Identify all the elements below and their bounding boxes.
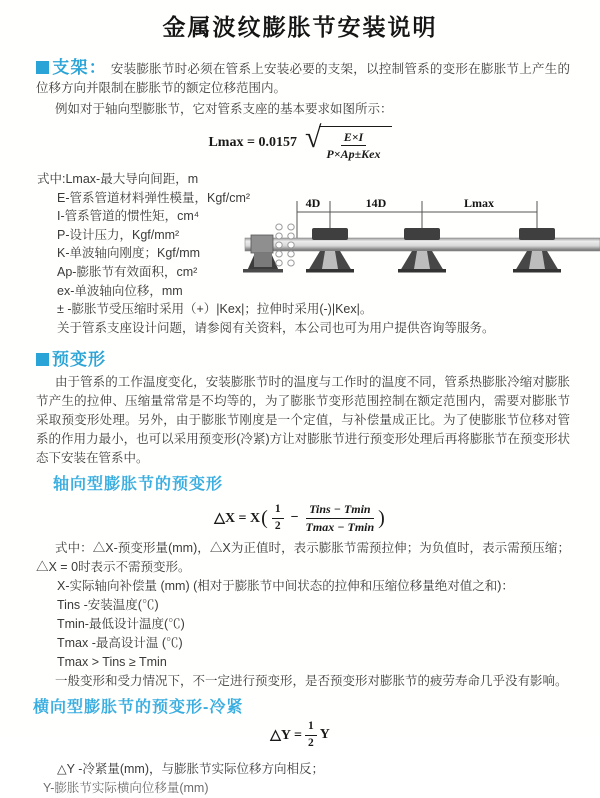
half-fraction xyxy=(272,503,284,534)
clipped-bottom-line xyxy=(0,779,600,795)
predeform-heading-label: 预变形 xyxy=(52,350,106,370)
half-denominator: 2 xyxy=(307,736,314,749)
radical-sign: √ xyxy=(304,120,322,154)
open-paren: ( xyxy=(261,506,268,529)
axial-definitions xyxy=(0,577,600,672)
definition-line: K-单波轴向刚度；Kgf/mm xyxy=(57,246,201,261)
support-intro-text: 安装膨胀节时必须在管系上安装必要的支架，以控制管系的变形在膨胀节上产生的位移方向并限制在膨胀节的额定位移范围内。 xyxy=(36,62,571,95)
definition-line: X-实际轴向补偿量 (mm) (相对于膨胀节中间状态的拉伸和压缩位移量绝对值之和)： xyxy=(57,579,514,594)
delta-y-rhs: Y xyxy=(319,727,330,743)
definition-line: Tmax -最高设计温 (℃) xyxy=(57,636,183,651)
delta-y-definition: △Y -冷紧量(mm)，与膨胀节实际位移方向相反； xyxy=(57,762,325,777)
lmax-fraction-numerator: E×I xyxy=(341,130,367,146)
lmax-formula-lhs: Lmax = 0.0157 xyxy=(208,135,297,150)
definition-line: Tins -安装温度(℃) xyxy=(57,598,159,613)
predeform-section-heading xyxy=(36,345,570,370)
temp-denominator: Tmax − Tmin xyxy=(305,519,375,534)
axial-subheading: 轴向型膨胀节的预变形 xyxy=(53,476,224,494)
delta-x-lhs: △X = X xyxy=(214,510,261,526)
half-denominator: 2 xyxy=(274,519,281,532)
support-intro-paragraph xyxy=(36,58,570,98)
close-paren: ) xyxy=(378,506,385,529)
definition-line: I-管系管道的惯性矩，cm⁴ xyxy=(57,209,200,224)
partial-text: Y-膨胀节实际横向位移量(mm) xyxy=(43,780,209,795)
temp-numerator: Tins − Tmin xyxy=(306,502,374,518)
support-example-line: 例如对于轴向型膨胀节，它对管系支座的基本要求如图所示： xyxy=(55,102,393,116)
dim-label-lmax: Lmax xyxy=(464,196,494,210)
half-fraction xyxy=(305,720,317,751)
plus-minus-note: ± -膨胀节受压缩时采用（+）|Kex|；拉伸时采用(-)|Kex|。 xyxy=(57,302,373,317)
lmax-fraction-denominator: P×Ap±Kex xyxy=(326,147,381,161)
where-line: 式中:Lmax-最大导向间距，m xyxy=(37,172,199,186)
lmax-formula xyxy=(0,120,600,161)
delta-y-lhs: △Y = xyxy=(270,727,302,743)
minus-sign: − xyxy=(290,510,299,526)
radical-content xyxy=(319,126,391,162)
dim-label-14d: 14D xyxy=(365,196,387,210)
definition-line: Tmax > Tins ≥ Tmin xyxy=(57,655,167,670)
half-numerator: 1 xyxy=(272,503,284,519)
delta-x-formula xyxy=(0,499,600,537)
lmax-fraction xyxy=(326,130,380,162)
definition-line: Ap-膨胀节有效面积，cm² xyxy=(57,264,198,279)
temperature-fraction xyxy=(306,502,375,534)
section-marker-icon xyxy=(36,353,49,366)
page-title: 金属波纹膨胀节安装说明 xyxy=(162,14,438,40)
definition-line: Tmin-最低设计温度(℃) xyxy=(57,617,185,632)
consult-note: 关于管系支座设计问题，请参阅有关资料，本公司也可为用户提供咨询等服务。 xyxy=(57,320,495,335)
definition-line: ex-单波轴向位移，mm xyxy=(57,283,183,298)
definition-line: E-管系管道材料弹性模量，Kgf/cm² xyxy=(57,190,251,205)
lateral-subheading: 横向型膨胀节的预变形-冷紧 xyxy=(33,699,244,717)
support-section-heading xyxy=(36,58,107,77)
section-marker-icon xyxy=(36,61,49,74)
definition-line: P-设计压力，Kgf/mm² xyxy=(57,227,180,242)
radical-expression xyxy=(304,120,392,162)
predeform-paragraph: 由于管系的工作温度变化，安装膨胀节时的温度与工作时的温度不同，管系热膨胀冷缩对膨胀节产生的拉伸、压缩量常常是不均等的，为了膨胀节变形范围控制在额定范围内，需要对膨胀节采取预变形处理。另外，由于膨胀节刚度是一个定值，与补偿量成正比。为了使膨胀节位移对管系的作用力最小，也可以采用预变形(冷紧)方让对膨胀节进行预变形处理后再将膨胀节在预变形状态下安装在管系中。 xyxy=(36,375,570,466)
dim-label-4d: 4D xyxy=(305,196,321,210)
axial-note: 一般变形和受力情况下，不一定进行预变形，是否预变形对膨胀节的疲劳寿命几乎没有影响。 xyxy=(55,674,568,689)
pipe-support-diagram xyxy=(245,193,600,290)
axial-where-paragraph: 式中：△X-预变形量(mm)，△X为正值时，表示膨胀节需预拉伸；为负值时，表示需预压缩；△X = 0时表示不需预变形。 xyxy=(36,541,570,575)
support-heading-label: 支架： xyxy=(52,58,108,77)
delta-y-formula xyxy=(0,720,600,750)
half-numerator: 1 xyxy=(305,720,317,736)
